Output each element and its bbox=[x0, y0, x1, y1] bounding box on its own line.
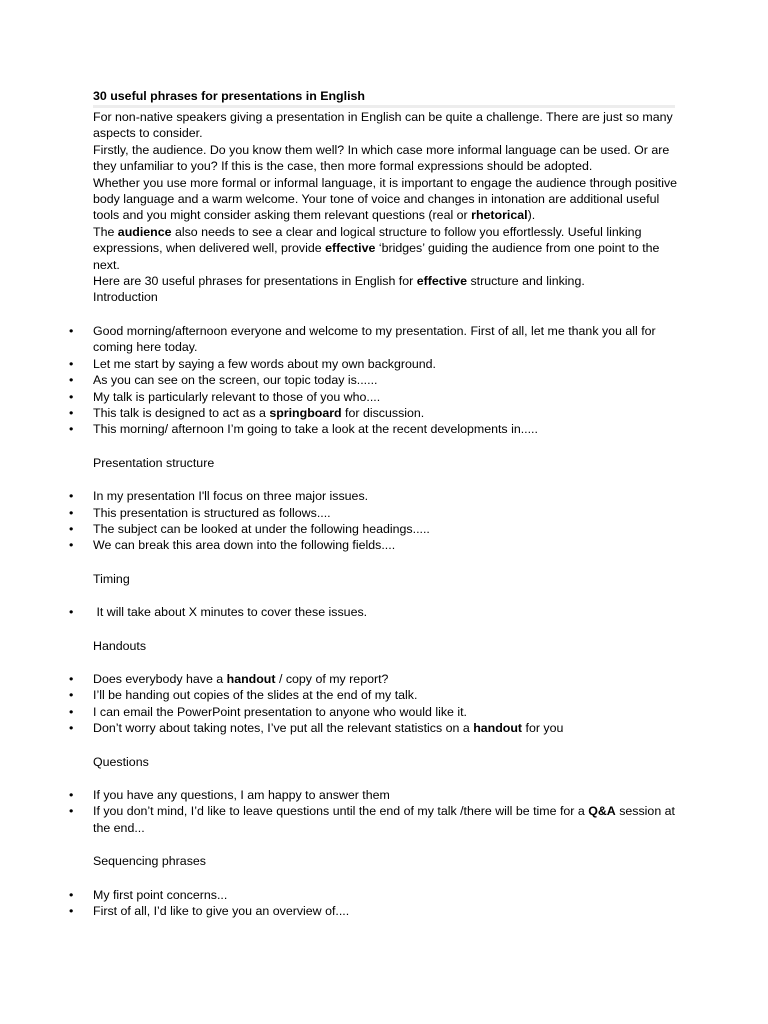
list-item: • My talk is particularly relevant to those of you who.... bbox=[93, 389, 683, 405]
list-item: • I can email the PowerPoint presentation to anyone who would like it. bbox=[93, 704, 683, 720]
intro-paragraph-2: Firstly, the audience. Do you know them well? In which case more informal language can be used. Or are they unfamiliar to you? If this is the case, then more formal expressions should be adopted. bbox=[93, 142, 670, 174]
list-item: • Does everybody have a handout / copy of my report? bbox=[93, 671, 683, 687]
list-item: • Let me start by saying a few words about my own background. bbox=[93, 356, 683, 372]
list-item: • Don’t worry about taking notes, I’ve put all the relevant statistics on a handout for you bbox=[93, 720, 683, 736]
intro-paragraph-1: For non-native speakers giving a presentation in English can be quite a challenge. There are just so many aspects to consider. bbox=[93, 110, 673, 141]
bold-term-springboard: springboard bbox=[269, 405, 342, 420]
bold-term-handout: handout bbox=[473, 721, 523, 736]
introduction-list bbox=[93, 323, 683, 438]
intro-paragraph-5: Here are 30 useful phrases for presentations in English for effective structure and linking. bbox=[93, 274, 585, 289]
bold-term-rhetorical: rhetorical bbox=[471, 208, 528, 223]
bold-term-audience: audience bbox=[117, 224, 172, 239]
section-heading-timing: Timing bbox=[93, 571, 130, 586]
timing-list bbox=[93, 604, 683, 620]
questions-list bbox=[93, 787, 683, 836]
list-item: • This talk is designed to act as a springboard for discussion. bbox=[93, 405, 683, 421]
list-item: • We can break this area down into the following fields.... bbox=[93, 537, 683, 553]
list-item: • I’ll be handing out copies of the slides at the end of my talk. bbox=[93, 687, 683, 703]
list-item: • My first point concerns... bbox=[93, 887, 683, 903]
list-item: • In my presentation I'll focus on three major issues. bbox=[93, 488, 683, 504]
section-heading-structure: Presentation structure bbox=[93, 455, 215, 470]
list-item: • This presentation is structured as follows.... bbox=[93, 505, 683, 521]
section-heading-questions: Questions bbox=[93, 754, 149, 769]
section-heading-sequencing: Sequencing phrases bbox=[93, 854, 206, 869]
bold-term-qa: Q&A bbox=[588, 804, 616, 819]
title-divider bbox=[93, 105, 675, 108]
list-item: • If you don’t mind, I’d like to leave questions until the end of my talk /there will be time for a Q&A session at the end... bbox=[93, 803, 683, 836]
list-item: • The subject can be looked at under the following headings..... bbox=[93, 521, 683, 537]
section-heading-introduction: Introduction bbox=[93, 290, 158, 305]
list-item: • This morning/ afternoon I’m going to take a look at the recent developments in..... bbox=[93, 421, 683, 437]
handouts-list bbox=[93, 671, 683, 737]
section-heading-handouts: Handouts bbox=[93, 638, 147, 653]
list-item: • If you have any questions, I am happy to answer them bbox=[93, 787, 683, 803]
bold-term-handout: handout bbox=[226, 671, 276, 686]
intro-paragraph-4: The audience also needs to see a clear and logical structure to follow you effortlessly. Useful linking expressions, when delivered well, provide effective ‘bridges’ guiding the audience from one point to the next. bbox=[93, 224, 660, 272]
intro-paragraph-3: Whether you use more formal or informal language, it is important to engage the audience through positive body language and a warm welcome. Your tone of voice and changes in intonation are additional useful tools and you might consider asking them relevant questions (real or rhetorical). bbox=[93, 175, 678, 223]
list-item: • First of all, I’d like to give you an overview of.... bbox=[93, 903, 683, 919]
document-title: 30 useful phrases for presentations in English bbox=[93, 89, 365, 103]
document-body bbox=[93, 87, 683, 919]
list-item: • It will take about X minutes to cover these issues. bbox=[93, 604, 683, 620]
bold-term-effective: effective bbox=[416, 274, 467, 289]
list-item: • Good morning/afternoon everyone and welcome to my presentation. First of all, let me thank you all for coming here today. bbox=[93, 323, 683, 356]
list-item: • As you can see on the screen, our topic today is...... bbox=[93, 372, 683, 388]
sequencing-list bbox=[93, 887, 683, 920]
bold-term-effective: effective bbox=[325, 241, 376, 256]
structure-list bbox=[93, 488, 683, 554]
